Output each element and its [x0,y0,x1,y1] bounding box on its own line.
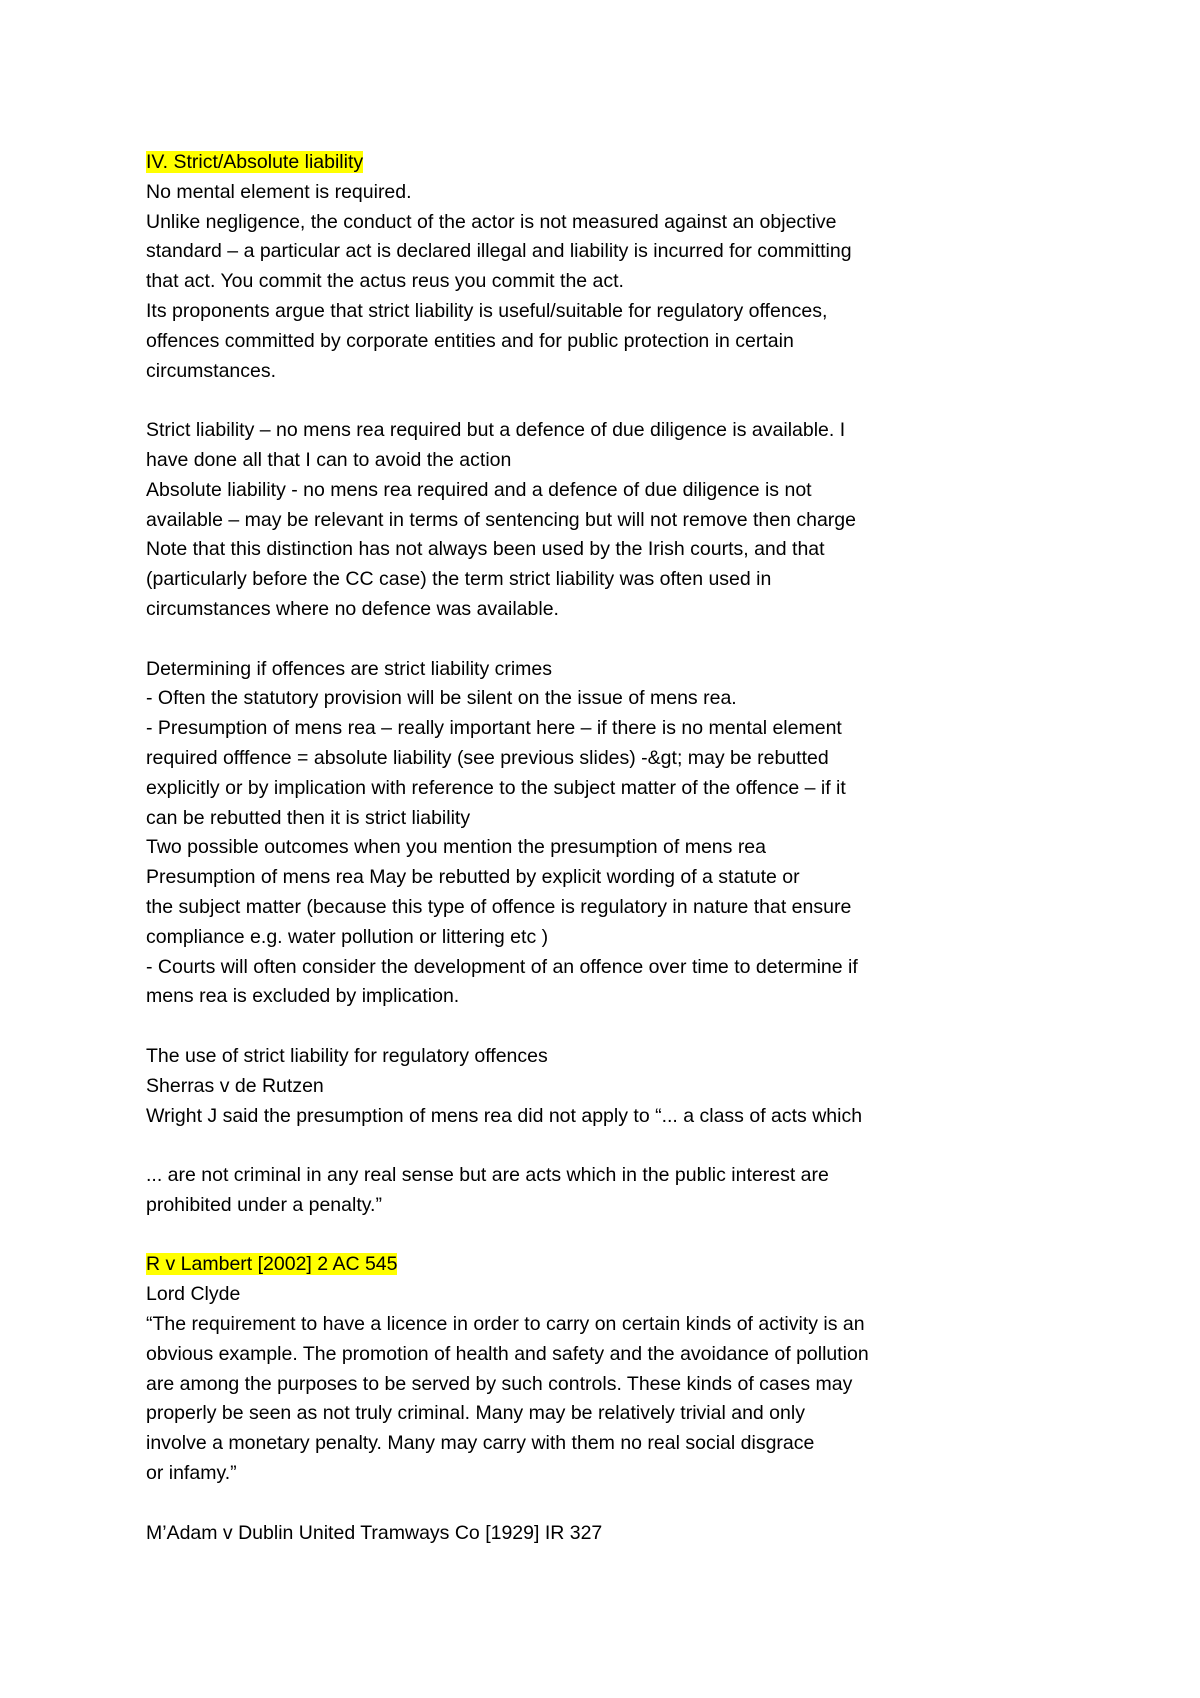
body-line: Determining if offences are strict liability crimes [146,657,553,680]
body-line: Strict liability – no mens rea required but a defence of due diligence is available. I [146,419,846,442]
body-line: - Presumption of mens rea – really important here – if there is no mental element [146,717,842,740]
body-line: available – may be relevant in terms of sentencing but will not remove then charge [146,508,856,531]
paragraph-gap [146,386,1146,416]
section-heading-r-v-lambert [146,1250,1146,1280]
body-line: Absolute liability - no mens rea required and a defence of due diligence is not [146,478,812,501]
body-line: compliance e.g. water pollution or littering etc ) [146,925,549,948]
body-line: involve a monetary penalty. Many may carry with them no real social disgrace [146,1432,815,1455]
body-line: (particularly before the CC case) the term strict liability was often used in [146,568,772,591]
body-line: Wright J said the presumption of mens rea did not apply to “... a class of acts which [146,1104,863,1127]
body-line: mens rea is excluded by implication. [146,985,460,1008]
body-line: Its proponents argue that strict liability is useful/suitable for regulatory offences, [146,299,828,322]
paragraph-gap [146,1221,1146,1251]
body-line: obvious example. The promotion of health and safety and the avoidance of pollution [146,1342,869,1365]
body-line: - Courts will often consider the development of an offence over time to determine if [146,955,858,978]
heading-highlight: IV. Strict/Absolute liability [146,151,364,173]
body-line: circumstances. [146,359,277,382]
body-line: M’Adam v Dublin United Tramways Co [1929] IR 327 [146,1521,603,1544]
body-line: required offfence = absolute liability (see previous slides) -&gt; may be rebutted [146,746,829,769]
body-line: or infamy.” [146,1462,237,1485]
document-body [146,148,1146,1548]
body-line: Presumption of mens rea May be rebutted by explicit wording of a statute or [146,866,800,889]
body-line: explicitly or by implication with reference to the subject matter of the offence – if it [146,776,846,799]
body-line: the subject matter (because this type of offence is regulatory in nature that ensure [146,895,852,918]
body-line: The use of strict liability for regulatory offences [146,1044,548,1067]
body-line: ... are not criminal in any real sense but are acts which in the public interest are [146,1164,829,1187]
paragraph-gap [146,1489,1146,1519]
body-line: No mental element is required. [146,180,412,203]
body-line: prohibited under a penalty.” [146,1193,382,1216]
body-line: that act. You commit the actus reus you commit the act. [146,270,624,293]
body-line: Note that this distinction has not always been used by the Irish courts, and that [146,538,825,561]
body-line: are among the purposes to be served by such controls. These kinds of cases may [146,1372,853,1395]
body-line: have done all that I can to avoid the action [146,448,512,471]
body-line: Sherras v de Rutzen [146,1074,324,1097]
body-line: circumstances where no defence was available. [146,597,559,620]
paragraph-gap [146,1131,1146,1161]
heading-highlight: R v Lambert [2002] 2 AC 545 [146,1253,398,1276]
section-heading-strict-absolute-liability [146,148,1146,178]
body-line: Lord Clyde [146,1283,241,1306]
body-line: Unlike negligence, the conduct of the actor is not measured against an objective [146,210,837,233]
paragraph-gap [146,1012,1146,1042]
body-line: offences committed by corporate entities and for public protection in certain [146,329,794,352]
paragraph-gap [146,625,1146,655]
body-line: can be rebutted then it is strict liability [146,806,471,829]
body-line: Two possible outcomes when you mention the presumption of mens rea [146,836,767,859]
body-line: standard – a particular act is declared illegal and liability is incurred for committing [146,240,852,263]
body-line: “The requirement to have a licence in order to carry on certain kinds of activity is an [146,1313,865,1336]
body-line: properly be seen as not truly criminal. Many may be relatively trivial and only [146,1402,805,1425]
body-line: - Often the statutory provision will be silent on the issue of mens rea. [146,687,737,710]
